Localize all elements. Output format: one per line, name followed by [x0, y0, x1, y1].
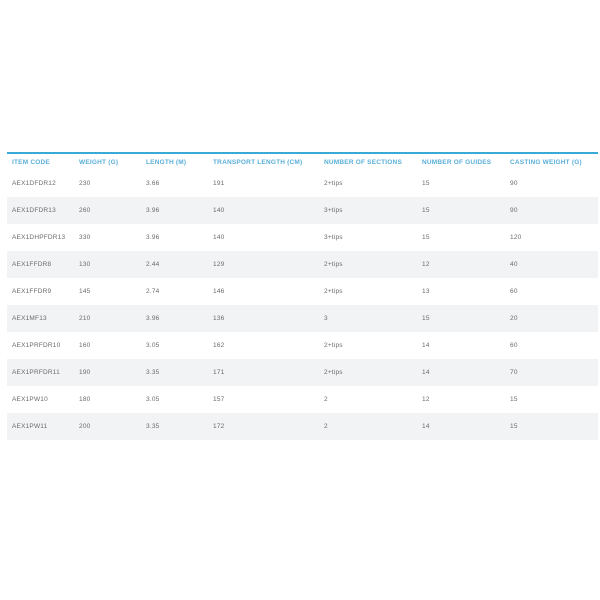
cell-casting-weight: 15: [510, 423, 518, 430]
cell-number-of-sections: 2: [324, 423, 328, 430]
column-header-transport-length: TRANSPORT LENGTH (CM): [213, 158, 303, 166]
table-row: [7, 197, 598, 224]
cell-weight: 260: [79, 207, 91, 214]
cell-weight: 210: [79, 315, 91, 322]
cell-casting-weight: 60: [510, 288, 518, 295]
cell-item-code: AEX1PW11: [12, 423, 48, 430]
cell-number-of-sections: 2+tips: [324, 342, 343, 349]
cell-length: 2.44: [146, 261, 160, 268]
cell-length: 3.35: [146, 369, 160, 376]
cell-number-of-guides: 15: [422, 207, 430, 214]
cell-length: 3.05: [146, 396, 160, 403]
cell-number-of-sections: 2+tips: [324, 288, 343, 295]
cell-item-code: AEX1DFDR13: [12, 207, 56, 214]
table-row: [7, 305, 598, 332]
cell-weight: 130: [79, 261, 91, 268]
cell-transport-length: 162: [213, 342, 225, 349]
cell-length: 3.05: [146, 342, 160, 349]
cell-casting-weight: 90: [510, 180, 518, 187]
cell-weight: 160: [79, 342, 91, 349]
cell-length: 3.96: [146, 234, 160, 241]
cell-weight: 330: [79, 234, 91, 241]
table-row: [7, 332, 598, 359]
cell-casting-weight: 90: [510, 207, 518, 214]
table-row: [7, 413, 598, 440]
cell-number-of-sections: 2+tips: [324, 180, 343, 187]
cell-number-of-sections: 3+tips: [324, 234, 343, 241]
cell-item-code: AEX1PRFDR11: [12, 369, 60, 376]
cell-number-of-guides: 15: [422, 315, 430, 322]
cell-number-of-sections: 2: [324, 396, 328, 403]
product-spec-table: [7, 152, 598, 440]
cell-transport-length: 146: [213, 288, 225, 295]
cell-number-of-sections: 2+tips: [324, 369, 343, 376]
cell-transport-length: 136: [213, 315, 225, 322]
cell-item-code: AEX1FFDR8: [12, 261, 52, 268]
column-header-number-of-guides: NUMBER OF GUIDES: [422, 158, 492, 166]
cell-length: 3.96: [146, 207, 160, 214]
table-row: [7, 170, 598, 197]
cell-number-of-guides: 14: [422, 369, 430, 376]
table-body: [7, 170, 598, 440]
cell-weight: 200: [79, 423, 91, 430]
table-row: [7, 251, 598, 278]
cell-item-code: AEX1DFDR12: [12, 180, 56, 187]
column-header-number-of-sections: NUMBER OF SECTIONS: [324, 158, 402, 166]
cell-transport-length: 140: [213, 207, 225, 214]
cell-item-code: AEX1PW10: [12, 396, 48, 403]
column-header-weight: WEIGHT (G): [79, 158, 119, 166]
cell-length: 3.66: [146, 180, 160, 187]
cell-casting-weight: 20: [510, 315, 518, 322]
table-row: [7, 224, 598, 251]
cell-number-of-guides: 14: [422, 423, 430, 430]
column-header-item-code: ITEM CODE: [12, 158, 50, 166]
cell-casting-weight: 15: [510, 396, 518, 403]
cell-weight: 180: [79, 396, 91, 403]
cell-number-of-sections: 3+tips: [324, 207, 343, 214]
cell-number-of-sections: 2+tips: [324, 261, 343, 268]
cell-casting-weight: 120: [510, 234, 522, 241]
cell-length: 3.96: [146, 315, 160, 322]
cell-length: 3.35: [146, 423, 160, 430]
cell-transport-length: 171: [213, 369, 225, 376]
table-row: [7, 278, 598, 305]
cell-number-of-guides: 13: [422, 288, 430, 295]
cell-casting-weight: 40: [510, 261, 518, 268]
cell-transport-length: 129: [213, 261, 225, 268]
cell-transport-length: 140: [213, 234, 225, 241]
cell-item-code: AEX1MF13: [12, 315, 47, 322]
column-header-length: LENGTH (M): [146, 158, 187, 166]
cell-item-code: AEX1FFDR9: [12, 288, 52, 295]
cell-weight: 190: [79, 369, 91, 376]
cell-number-of-guides: 15: [422, 180, 430, 187]
cell-number-of-guides: 15: [422, 234, 430, 241]
cell-weight: 230: [79, 180, 91, 187]
table-row: [7, 386, 598, 413]
cell-length: 2.74: [146, 288, 160, 295]
table-row: [7, 359, 598, 386]
cell-number-of-guides: 12: [422, 396, 430, 403]
cell-weight: 145: [79, 288, 91, 295]
column-header-casting-weight: CASTING WEIGHT (G): [510, 158, 582, 166]
cell-number-of-sections: 3: [324, 315, 328, 322]
table-header: [7, 153, 598, 170]
cell-number-of-guides: 12: [422, 261, 430, 268]
cell-transport-length: 172: [213, 423, 225, 430]
header-row: [7, 153, 598, 170]
cell-casting-weight: 70: [510, 369, 518, 376]
cell-transport-length: 157: [213, 396, 225, 403]
cell-transport-length: 191: [213, 180, 225, 187]
cell-item-code: AEX1PRFDR10: [12, 342, 61, 349]
cell-item-code: AEX1DHPFDR13: [12, 234, 66, 241]
cell-casting-weight: 60: [510, 342, 518, 349]
cell-number-of-guides: 14: [422, 342, 430, 349]
